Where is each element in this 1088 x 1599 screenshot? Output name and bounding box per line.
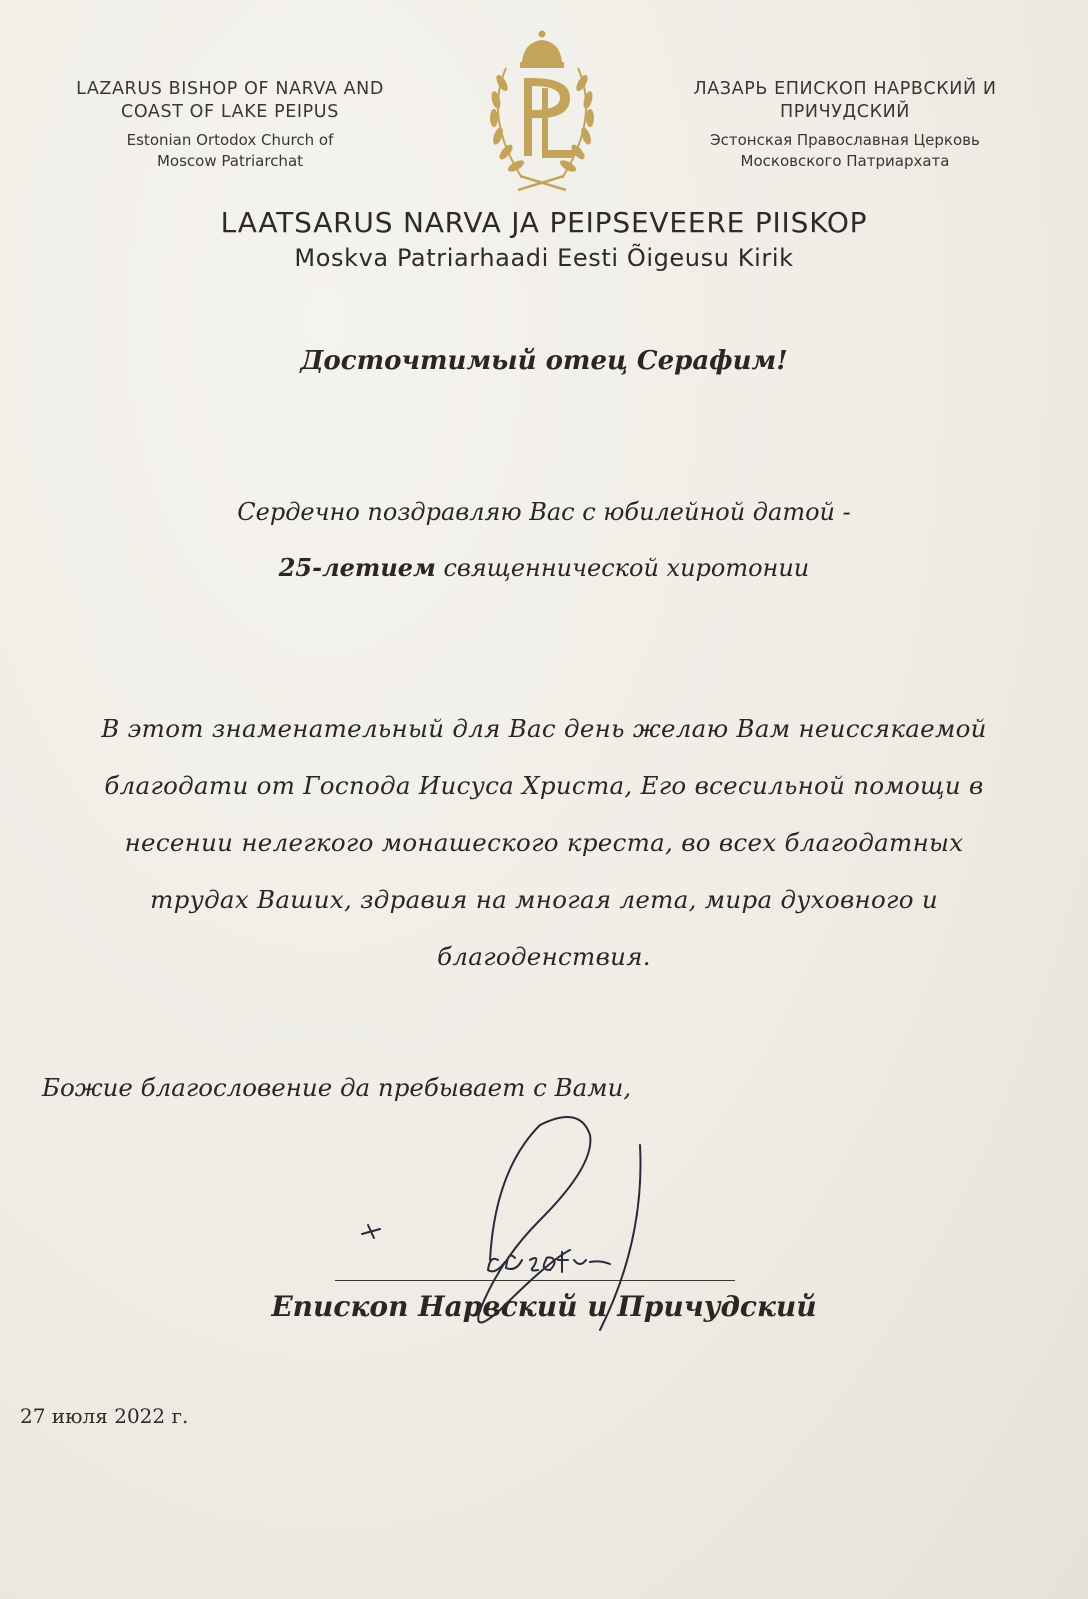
estonian-bishop-title: LAATSARUS NARVA JA PEIPSEVEERE PIISKOP: [220, 206, 868, 239]
handwritten-signature-icon: [340, 1110, 700, 1360]
letter-greeting: Досточтимый отец Серафим!: [300, 346, 788, 376]
wishes-line: трудах Ваших, здравия на многая лета, мира духовного и: [150, 885, 938, 914]
congratulation-line2: [0, 540, 1088, 596]
letter-date: 27 июля 2022 г.: [20, 1404, 189, 1428]
russian-bishop-title-line1: ЛАЗАРЬ ЕПИСКОП НАРВСКИЙ И: [693, 79, 997, 99]
english-church-name-line2: Moscow Patriarchat: [156, 152, 304, 170]
english-bishop-title-line1: LAZARUS BISHOP OF NARVA AND: [76, 79, 384, 99]
congratulation-line1: Сердечно поздравляю Вас с юбилейной датой -: [237, 498, 851, 526]
wishes-line: благодати от Господа Иисуса Христа, Его всесильной помощи в: [104, 771, 984, 800]
english-church-name-line1: Estonian Ortodox Church of: [126, 131, 334, 149]
crown-monogram-laurel-icon: [462, 28, 622, 196]
wishes-line: несении нелегкого монашеского креста, во всех благодатных: [124, 828, 964, 857]
estonian-church-name: Moskva Patriarhaadi Eesti Õigeusu Kirik: [294, 244, 794, 272]
header-russian-block: [680, 78, 1010, 172]
signer-title: Епископ Нарвский и Причудский: [271, 1290, 817, 1323]
header-english-block: [65, 78, 395, 172]
wishes-paragraph: [60, 700, 1028, 985]
wishes-line: благоденствия.: [437, 942, 651, 971]
russian-bishop-title-line2: ПРИЧУДСКИЙ: [780, 102, 910, 122]
congratulation-block: [0, 484, 1088, 596]
russian-church-name-line2: Московского Патриархата: [740, 152, 950, 170]
russian-church-name-line1: Эстонская Православная Церковь: [710, 131, 980, 149]
wishes-line: В этот знаменательный для Вас день желаю Вам неиссякаемой: [101, 714, 987, 743]
anniversary-highlight: 25-летием: [278, 553, 436, 582]
english-bishop-title-line2: COAST OF LAKE PEIPUS: [121, 102, 339, 122]
congratulation-line2-rest: священнической хиротонии: [435, 554, 810, 582]
closing-blessing: Божие благословение да пребывает с Вами,: [42, 1073, 632, 1102]
